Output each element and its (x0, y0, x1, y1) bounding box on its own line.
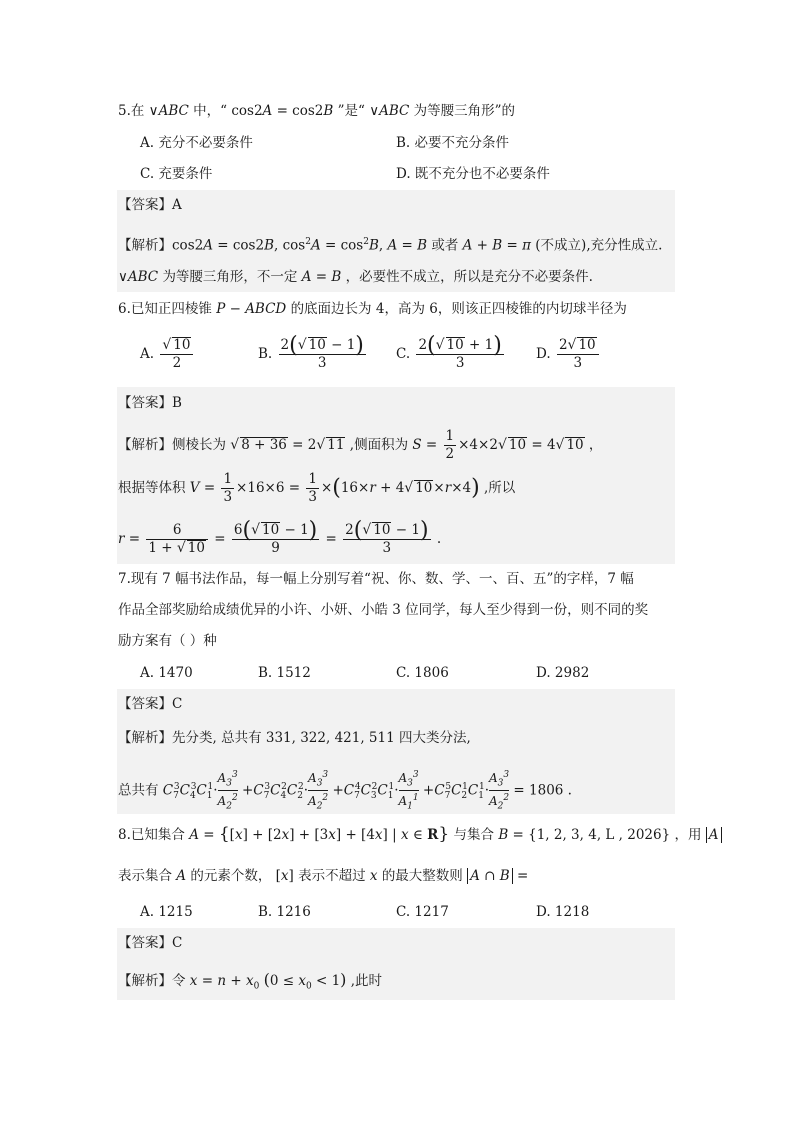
q8-let-text: 令 (172, 973, 186, 989)
q6-analysis-line1: 【解析】侧棱长为 √ 8 + 36 = 2√ 11 ,侧面积为 S = $\frac{1}{2}$ ×4×2√ 10 = 4√ 10 ， (118, 428, 603, 462)
q7-stem-line1: 7.现有 7 幅书法作品，每一幅上分别写着“祝、你、数、学、一、百、五”的字样，7 幅 (118, 571, 634, 587)
q6-option-d: D. $\frac{2√ 10}{3}$ (536, 337, 601, 372)
q6-analysis-line2: 根据等体积 V = $\frac{1}{3}$ ×16×6 = $\frac{1}{3}$ ×(16×r + 4√ 10×r×4) ,所以 (118, 471, 516, 505)
q8-option-c: C. 1217 (396, 904, 449, 920)
q5-text-tail1: ”是“ (337, 103, 365, 119)
q7-option-d: D. 2982 (536, 665, 590, 681)
q6-text-b: 的底面边长为 4，高为 6，则该正四棱锥的内切球半径为 (290, 301, 627, 317)
q7-option-b: B. 1512 (258, 665, 311, 681)
q6-text-a: 6.已知正四棱锥 (118, 301, 212, 317)
q5-analysis-l2b: ，必要性不成立，所以是充分不必要条件. (345, 269, 593, 285)
q8-stem-line1: 8.已知集合 A = {[x] + [2x] + [3x] + [4x] | x ∈ R} 与集合 B = {1, 2, 3, 4, L , 2026} ，用 A (118, 824, 722, 845)
q5-answer: 【答案】A (118, 197, 182, 213)
q6-answer: 【答案】B (118, 395, 182, 411)
q8-stem-line2: 表示集合 A 的元素个数， [x] 表示不超过 x 的最大整数则 A ∩ B = (118, 868, 529, 884)
q8-text-b: 与集合 (453, 827, 495, 843)
q8-analysis-line1: 【解析】令 $x = n + x_0$ $(0 \le x_0 < 1)$ ,此时 (118, 970, 383, 992)
q5-analysis-head: 【解析】 (118, 237, 172, 254)
q5-number: 5.在 (118, 103, 145, 119)
q5-option-d: D. 既不充分也不必要条件 (396, 166, 550, 182)
q5-analysis-l2a: 为等腰三角形，不一定 (162, 269, 298, 285)
q5-or-text: 或者 (431, 237, 459, 254)
q5-text-mid: 中，“ (193, 103, 228, 119)
q7-analysis-line1: 【解析】先分类, 总共有 331, 322, 421, 511 四大类分法, (118, 730, 471, 746)
q8-now-text: ,此时 (350, 973, 383, 989)
q5-option-a: A. 充分不必要条件 (140, 135, 253, 151)
q8-text-c: ，用 (674, 827, 702, 843)
q6-area-text: ,侧面积为 (349, 437, 409, 453)
q8-option-d: D. 1218 (536, 904, 590, 920)
q5-analysis-line1: 【解析】cos2A = cos2B, $\cos^2A = \cos^2B$, A = B 或者 A + B = π (不成立),充分性成立. (118, 237, 663, 254)
q5-option-c: C. 充要条件 (140, 166, 213, 182)
q8-text-d: 表示集合 (118, 868, 172, 884)
q8-text-a: 8.已知集合 (118, 827, 185, 843)
q7-option-a: A. 1470 (140, 665, 193, 681)
q7-total-text: 总共有 (118, 782, 159, 799)
q5-option-b: B. 必要不充分条件 (396, 135, 510, 151)
q7-stem-line3: 励方案有（ ）种 (118, 633, 217, 649)
q6-analysis-head: 【解析】 (118, 437, 172, 453)
q6-option-a: A. $\frac{√ 10}{2}$ (140, 337, 195, 372)
q6-volume-text: 根据等体积 (118, 480, 186, 496)
q6-stem: 6.已知正四棱锥 P − ABCD 的底面边长为 4，高为 6，则该正四棱锥的内切球半径为 (118, 301, 627, 317)
q6-option-b: B. $\frac{2(√ 10 - 1)}{3}$ (258, 333, 364, 371)
q6-so-text: ,所以 (483, 480, 516, 496)
q5-analysis-line2: ∨ABC 为等腰三角形，不一定 A = B ，必要性不成立，所以是充分不必要条件. (118, 269, 593, 285)
q5-text-tail2: 为等腰三角形”的 (413, 103, 516, 119)
q8-text-g: 的最大整数则 (381, 868, 463, 884)
q7-option-c: C. 1806 (396, 665, 449, 681)
q8-analysis-head: 【解析】 (118, 973, 172, 989)
q6-option-c: C. $\frac{2(√ 10 + 1)}{3}$ (396, 333, 502, 371)
q8-answer: 【答案】C (118, 935, 183, 951)
q7-answer: 【答案】C (118, 696, 183, 712)
q5-not-hold-text: (不成立),充分性成立. (535, 237, 663, 254)
q8-text-f: 表示不超过 (298, 868, 366, 884)
q6-side-text: 侧棱长为 (172, 437, 226, 453)
q8-text-e: 的元素个数， (190, 868, 272, 884)
q8-option-a: A. 1215 (140, 904, 193, 920)
q7-analysis-line2: 总共有 $C_7^3C_4^3C_1^1\cdot$ $\frac{A_3^3}{A_2^2}$ $+C_7^3C_4^2C_2^2\cdot$ $\frac{A_3^3}{A_2^2}$ $+C_7^4C_3^2C_1^1\cdot$ $\frac{A_3^3}{A_1^1}$ $+C_7^5C_2^1C_1^1\cdot$ $\frac{A_3^3}{A_2^2}$ = 1806 . (118, 770, 572, 812)
q8-option-b: B. 1216 (258, 904, 311, 920)
q5-stem: 5.在 ∨ABC 中，“ cos2A = cos2B ”是“ ∨ABC 为等腰三角形”的 (118, 103, 516, 119)
q7-stem-line2: 作品全部奖励给成绩优异的小许、小妍、小皓 3 位同学，每人至少得到一份，则不同的奖 (118, 602, 649, 618)
q6-analysis-line3: r = $\frac{6}{1 + √ 10}$ = $\frac{6(√ 10 - 1)}{9}$ = $\frac{2(√ 10 - 1)}{3}$ . (118, 518, 442, 556)
